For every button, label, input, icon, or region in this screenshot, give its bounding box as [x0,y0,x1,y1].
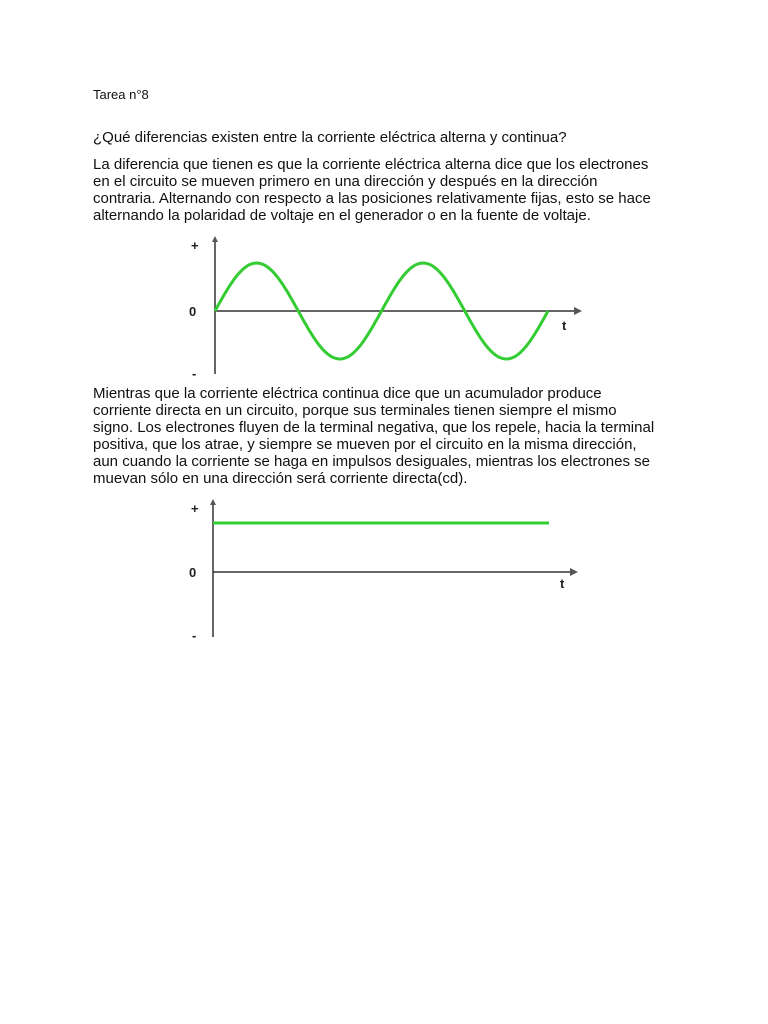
minus-label: - [192,628,197,642]
direct-current-graph [0,497,768,642]
vertical-axis-arrow [210,499,216,505]
time-axis-arrow [574,307,582,315]
question-text: ¿Qué diferencias existen entre la corriente eléctrica alterna y continua? [93,129,567,146]
zero-label: 0 [189,565,197,580]
paragraph-line: contraria. Alternando con respecto a las posiciones relativamente fijas, esto se hace [93,190,651,207]
minus-label: - [192,366,197,379]
task-label: Tarea n°8 [93,87,149,102]
paragraph-line: aun cuando la corriente se haga en impulsos desiguales, mientras los electrones se [93,453,650,470]
paragraph-line: signo. Los electrones fluyen de la terminal negativa, que los repele, hacia la terminal [93,419,655,436]
time-axis-arrow [570,568,578,576]
paragraph-line: muevan sólo en una dirección será corriente directa(cd). [93,470,468,487]
alternating-current-graph [0,234,768,379]
zero-label: 0 [189,304,197,319]
paragraph-line: Mientras que la corriente eléctrica continua dice que un acumulador produce [93,385,602,402]
paragraph-line: alternando la polaridad de voltaje en el generador o en la fuente de voltaje. [93,207,591,224]
paragraph-line: positiva, que los atrae, y siempre se mueven por el circuito en la misma dirección, [93,436,637,453]
plus-label: + [191,238,199,253]
plus-label: + [191,501,199,516]
paragraph-line: en el circuito se mueven primero en una dirección y después en la dirección [93,173,598,190]
time-label: t [562,318,567,333]
paragraph-line: La diferencia que tienen es que la corriente eléctrica alterna dice que los electrones [93,156,649,173]
ac-explanation-paragraph [93,156,683,224]
vertical-axis-arrow [212,236,218,242]
dc-explanation-paragraph [93,385,683,487]
paragraph-line: corriente directa en un circuito, porque sus terminales tienen siempre el mismo [93,402,617,419]
time-label: t [560,576,565,591]
